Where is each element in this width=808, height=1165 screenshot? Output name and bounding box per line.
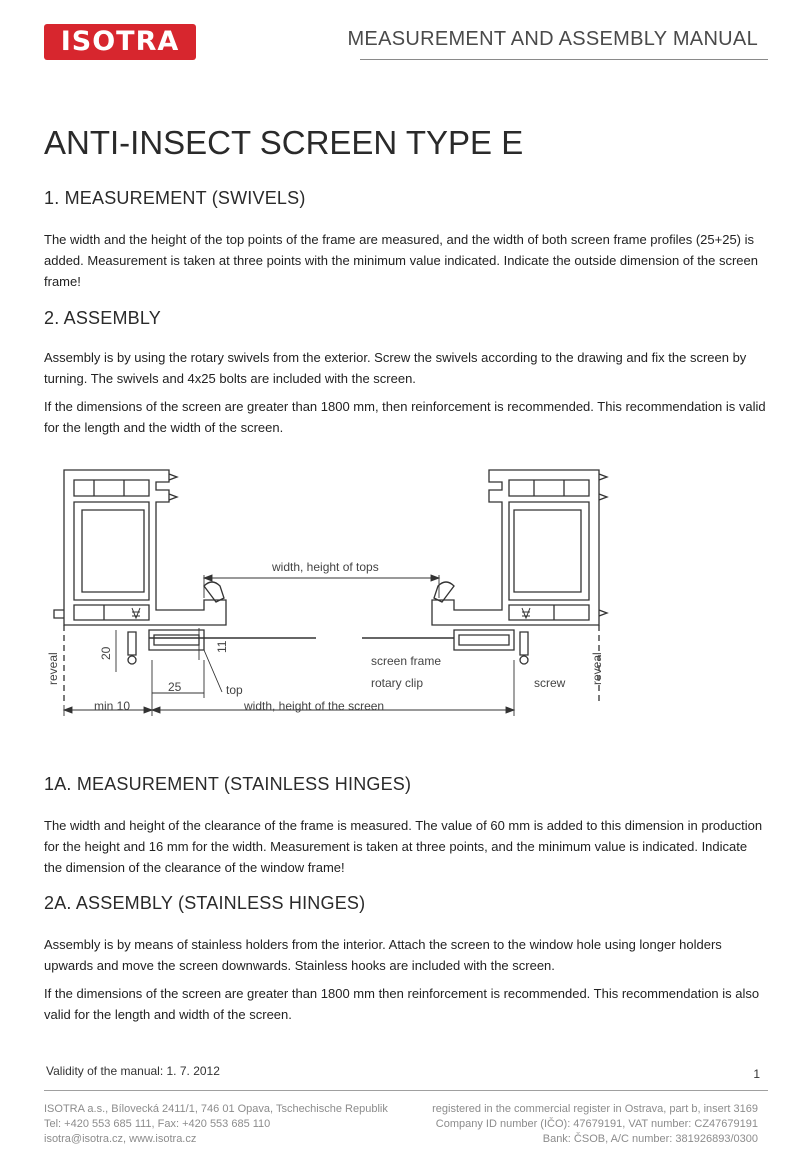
section-paragraph: Assembly is by means of stainless holders from the interior. Attach the screen to the window hole using longer holders upwards and move the screen downwards. Stainless hooks are included with the screen.: [44, 937, 722, 973]
label-rotary-clip: rotary clip: [371, 676, 424, 690]
section-heading-measurement-stainless-hinges: 1A. MEASUREMENT (STAINLESS HINGES): [44, 774, 412, 794]
label-dim-25: 25: [168, 680, 182, 694]
left-rotary-clip: [204, 582, 224, 602]
label-top: top: [226, 683, 243, 697]
document-title: ANTI-INSECT SCREEN TYPE E: [44, 124, 524, 161]
label-width-height-tops: width, height of tops: [272, 560, 379, 574]
right-frame-profile: [432, 470, 599, 625]
label-dim-20: 20: [99, 646, 113, 660]
manual-title: MEASUREMENT AND ASSEMBLY MANUAL: [347, 28, 758, 50]
page-number: 1: [753, 1067, 760, 1081]
assembly-cross-section-drawing: [44, 460, 764, 725]
section-paragraph: If the dimensions of the screen are greater than 1800 mm then reinforcement is recommended. This recommendation is also valid for the length and width of the screen.: [44, 986, 760, 1022]
footer-register: registered in the commercial register in Ostrava, part b, insert 3169: [432, 1103, 758, 1115]
footer-phone: Tel: +420 553 685 111, Fax: +420 553 685 110: [44, 1118, 271, 1130]
label-reveal-left: reveal: [46, 652, 60, 685]
footer-email-web: isotra@isotra.cz, www.isotra.cz: [44, 1133, 197, 1145]
section-paragraph: The width and height of the clearance of the frame is measured. The value of 60 mm is added to this dimension in production for the height and 16 mm for the width. Measurement is taken at three points, and the minimum value is indicated. Indicate the dimension of the clearance of the window frame!: [44, 818, 763, 875]
footer-address: ISOTRA a.s., Bílovecká 2411/1, 746 01 Opava, Tschechische Republik: [44, 1103, 388, 1115]
section-paragraph: The width and the height of the top points of the frame are measured, and the width of both screen frame profiles (25+25) is added. Measurement is taken at three points with the minimum value indicated. Indicate the outside dimension of the screen frame!: [44, 232, 758, 289]
label-width-height-screen: width, height of the screen: [244, 699, 385, 713]
label-screen-frame: screen frame: [371, 654, 442, 668]
right-screen-frame: [454, 630, 514, 650]
footer-company-id: Company ID number (IČO): 47679191, VAT number: CZ47679191: [435, 1118, 758, 1130]
label-screw: screw: [534, 676, 566, 690]
label-min-10: min 10: [94, 699, 131, 713]
section-heading-assembly: 2. ASSEMBLY: [44, 308, 161, 328]
footer-bank: Bank: ČSOB, A/C number: 381926893/0300: [542, 1133, 758, 1145]
isotra-logo: ISOTRA: [44, 24, 196, 60]
header-divider: [360, 59, 768, 60]
section-paragraph: If the dimensions of the screen are greater than 1800 mm, then reinforcement is recommended. This recommendation is valid for the length and the width of the screen.: [44, 399, 766, 435]
footer-company-info: [44, 1102, 388, 1147]
section-heading-measurement-swivels: 1. MEASUREMENT (SWIVELS): [44, 188, 306, 208]
footer-registration-info: [432, 1102, 758, 1147]
label-dim-11: 11: [215, 640, 229, 653]
section-heading-assembly-stainless-hinges: 2A. ASSEMBLY (STAINLESS HINGES): [44, 893, 366, 913]
validity-date: Validity of the manual: 1. 7. 2012: [46, 1064, 220, 1078]
left-screen-frame: [149, 630, 204, 650]
label-reveal-right: reveal: [590, 652, 604, 685]
left-frame-profile: [64, 470, 226, 625]
section-paragraph: Assembly is by using the rotary swivels from the exterior. Screw the swivels according to the drawing and fix the screen by turning. The swivels and 4x25 bolts are included with the screen.: [44, 350, 747, 386]
right-rotary-clip: [434, 582, 454, 602]
footer-divider: [44, 1090, 768, 1091]
